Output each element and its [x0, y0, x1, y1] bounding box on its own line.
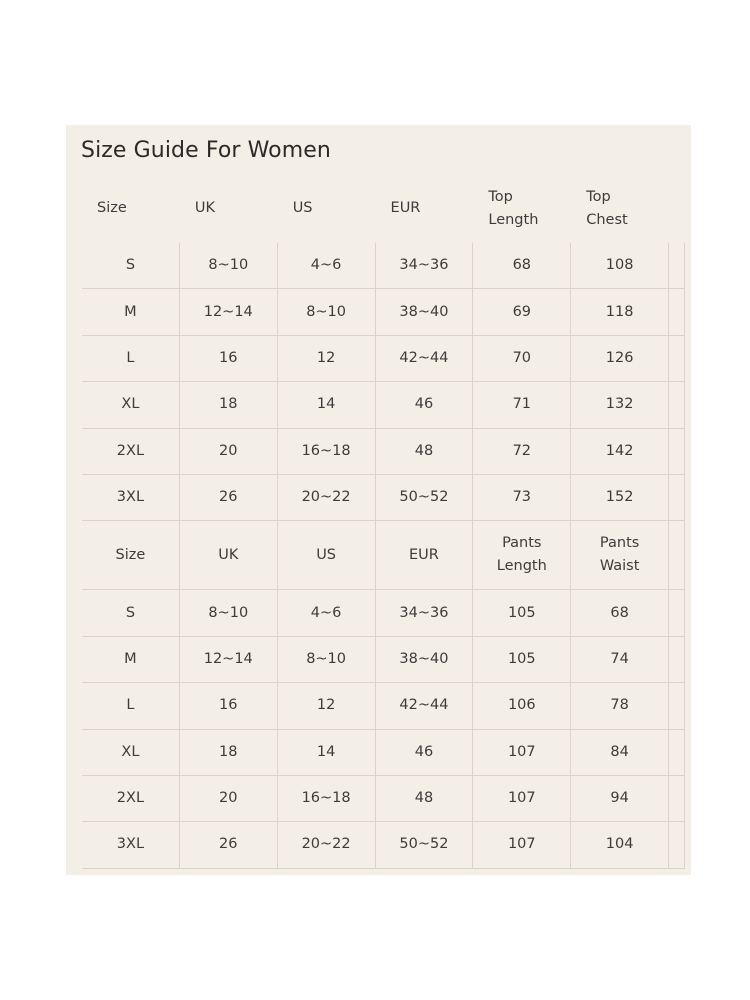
table-cell-edge	[669, 521, 685, 589]
table-cell: 18	[180, 730, 278, 775]
table-cell: 152	[571, 475, 669, 520]
table-cell-edge	[669, 730, 685, 775]
table-cell: 72	[473, 429, 571, 474]
table-cell-edge	[669, 336, 685, 381]
table-cell: Pants Length	[473, 521, 571, 589]
table-cell: XL	[82, 382, 180, 427]
table-cell: 42~44	[376, 683, 474, 728]
table-cell: 142	[571, 429, 669, 474]
table-cell: 34~36	[376, 243, 474, 288]
table-row	[82, 475, 685, 521]
table-row	[82, 590, 685, 636]
table-cell: 132	[571, 382, 669, 427]
table-cell: 104	[571, 822, 669, 867]
table-row	[82, 683, 685, 729]
table-cell: 16~18	[278, 776, 376, 821]
table-cell: 118	[571, 289, 669, 334]
table-cell: 107	[473, 822, 571, 867]
table-cell: M	[82, 289, 180, 334]
table-cell: 78	[571, 683, 669, 728]
size-table	[82, 174, 685, 869]
table-cell: 20~22	[278, 822, 376, 867]
table-cell: UK	[180, 521, 278, 589]
table-cell: 18	[180, 382, 278, 427]
table-cell: 8~10	[180, 590, 278, 635]
table-cell: 4~6	[278, 590, 376, 635]
table-cell-edge	[669, 683, 685, 728]
table-cell: 12	[278, 683, 376, 728]
table-cell: 8~10	[278, 637, 376, 682]
table-cell: 8~10	[180, 243, 278, 288]
table-cell-edge	[669, 382, 685, 427]
table-row	[82, 289, 685, 335]
size-guide-panel	[66, 125, 691, 875]
table-cell: 26	[180, 822, 278, 867]
table-cell: EUR	[390, 200, 421, 216]
table-cell: 107	[473, 730, 571, 775]
table-row	[82, 730, 685, 776]
table-cell: 42~44	[376, 336, 474, 381]
table-cell: 71	[473, 382, 571, 427]
table-cell: 68	[571, 590, 669, 635]
table-cell: EUR	[376, 521, 474, 589]
table-cell: 12~14	[180, 637, 278, 682]
table-row	[82, 822, 685, 868]
table-cell: M	[82, 637, 180, 682]
table-cell: 46	[376, 730, 474, 775]
table-cell-edge	[669, 429, 685, 474]
table-cell: S	[82, 590, 180, 635]
table-cell: 74	[571, 637, 669, 682]
table-cell: 8~10	[278, 289, 376, 334]
table-cell: 84	[571, 730, 669, 775]
table-cell: 38~40	[376, 289, 474, 334]
table-cell: Top Chest	[586, 188, 628, 228]
table-cell: 105	[473, 637, 571, 682]
table-cell: 105	[473, 590, 571, 635]
table-cell: 3XL	[82, 822, 180, 867]
table-cell: 20	[180, 429, 278, 474]
table-cell: 48	[376, 429, 474, 474]
table-cell: 20	[180, 776, 278, 821]
table-cell: 14	[278, 730, 376, 775]
table-cell: XL	[82, 730, 180, 775]
table-cell-edge	[669, 243, 685, 288]
table-cell: 26	[180, 475, 278, 520]
table-cell: 20~22	[278, 475, 376, 520]
table-cell: UK	[194, 200, 215, 216]
table-cell-edge	[669, 475, 685, 520]
table-cell: 126	[571, 336, 669, 381]
table-cell: 12~14	[180, 289, 278, 334]
table-header-row	[82, 174, 685, 243]
table-cell: 107	[473, 776, 571, 821]
table-cell: 2XL	[82, 429, 180, 474]
table-cell-edge	[669, 289, 685, 334]
table-row	[82, 429, 685, 475]
table-cell: L	[82, 683, 180, 728]
table-cell-edge	[669, 174, 685, 243]
table-cell: 14	[278, 382, 376, 427]
table-row	[82, 637, 685, 683]
table-cell-edge	[669, 637, 685, 682]
table-cell-edge	[669, 776, 685, 821]
table-cell: 68	[473, 243, 571, 288]
table-cell: 73	[473, 475, 571, 520]
table-cell: 4~6	[278, 243, 376, 288]
table-cell: 48	[376, 776, 474, 821]
table-cell: 50~52	[376, 475, 474, 520]
table-cell: US	[278, 521, 376, 589]
table-header-row	[82, 521, 685, 590]
page-title: Size Guide For Women	[81, 138, 331, 163]
table-cell: 50~52	[376, 822, 474, 867]
table-cell: 94	[571, 776, 669, 821]
table-cell-edge	[669, 822, 685, 867]
table-row	[82, 776, 685, 822]
table-cell: 108	[571, 243, 669, 288]
table-row	[82, 243, 685, 289]
table-cell: 34~36	[376, 590, 474, 635]
table-cell: 3XL	[82, 475, 180, 520]
table-cell: Top Length	[488, 188, 539, 228]
table-row	[82, 336, 685, 382]
table-cell: 106	[473, 683, 571, 728]
table-cell: 16~18	[278, 429, 376, 474]
table-cell: Pants Waist	[571, 521, 669, 589]
table-cell: Size	[82, 521, 180, 589]
table-cell-edge	[669, 590, 685, 635]
table-cell: 38~40	[376, 637, 474, 682]
table-cell: S	[82, 243, 180, 288]
table-cell: 2XL	[82, 776, 180, 821]
table-cell: 16	[180, 336, 278, 381]
table-cell: 69	[473, 289, 571, 334]
table-cell: L	[82, 336, 180, 381]
table-cell: 12	[278, 336, 376, 381]
table-cell: US	[292, 200, 313, 216]
table-row	[82, 382, 685, 428]
table-cell: Size	[97, 200, 127, 216]
table-cell: 70	[473, 336, 571, 381]
table-cell: 16	[180, 683, 278, 728]
table-cell: 46	[376, 382, 474, 427]
